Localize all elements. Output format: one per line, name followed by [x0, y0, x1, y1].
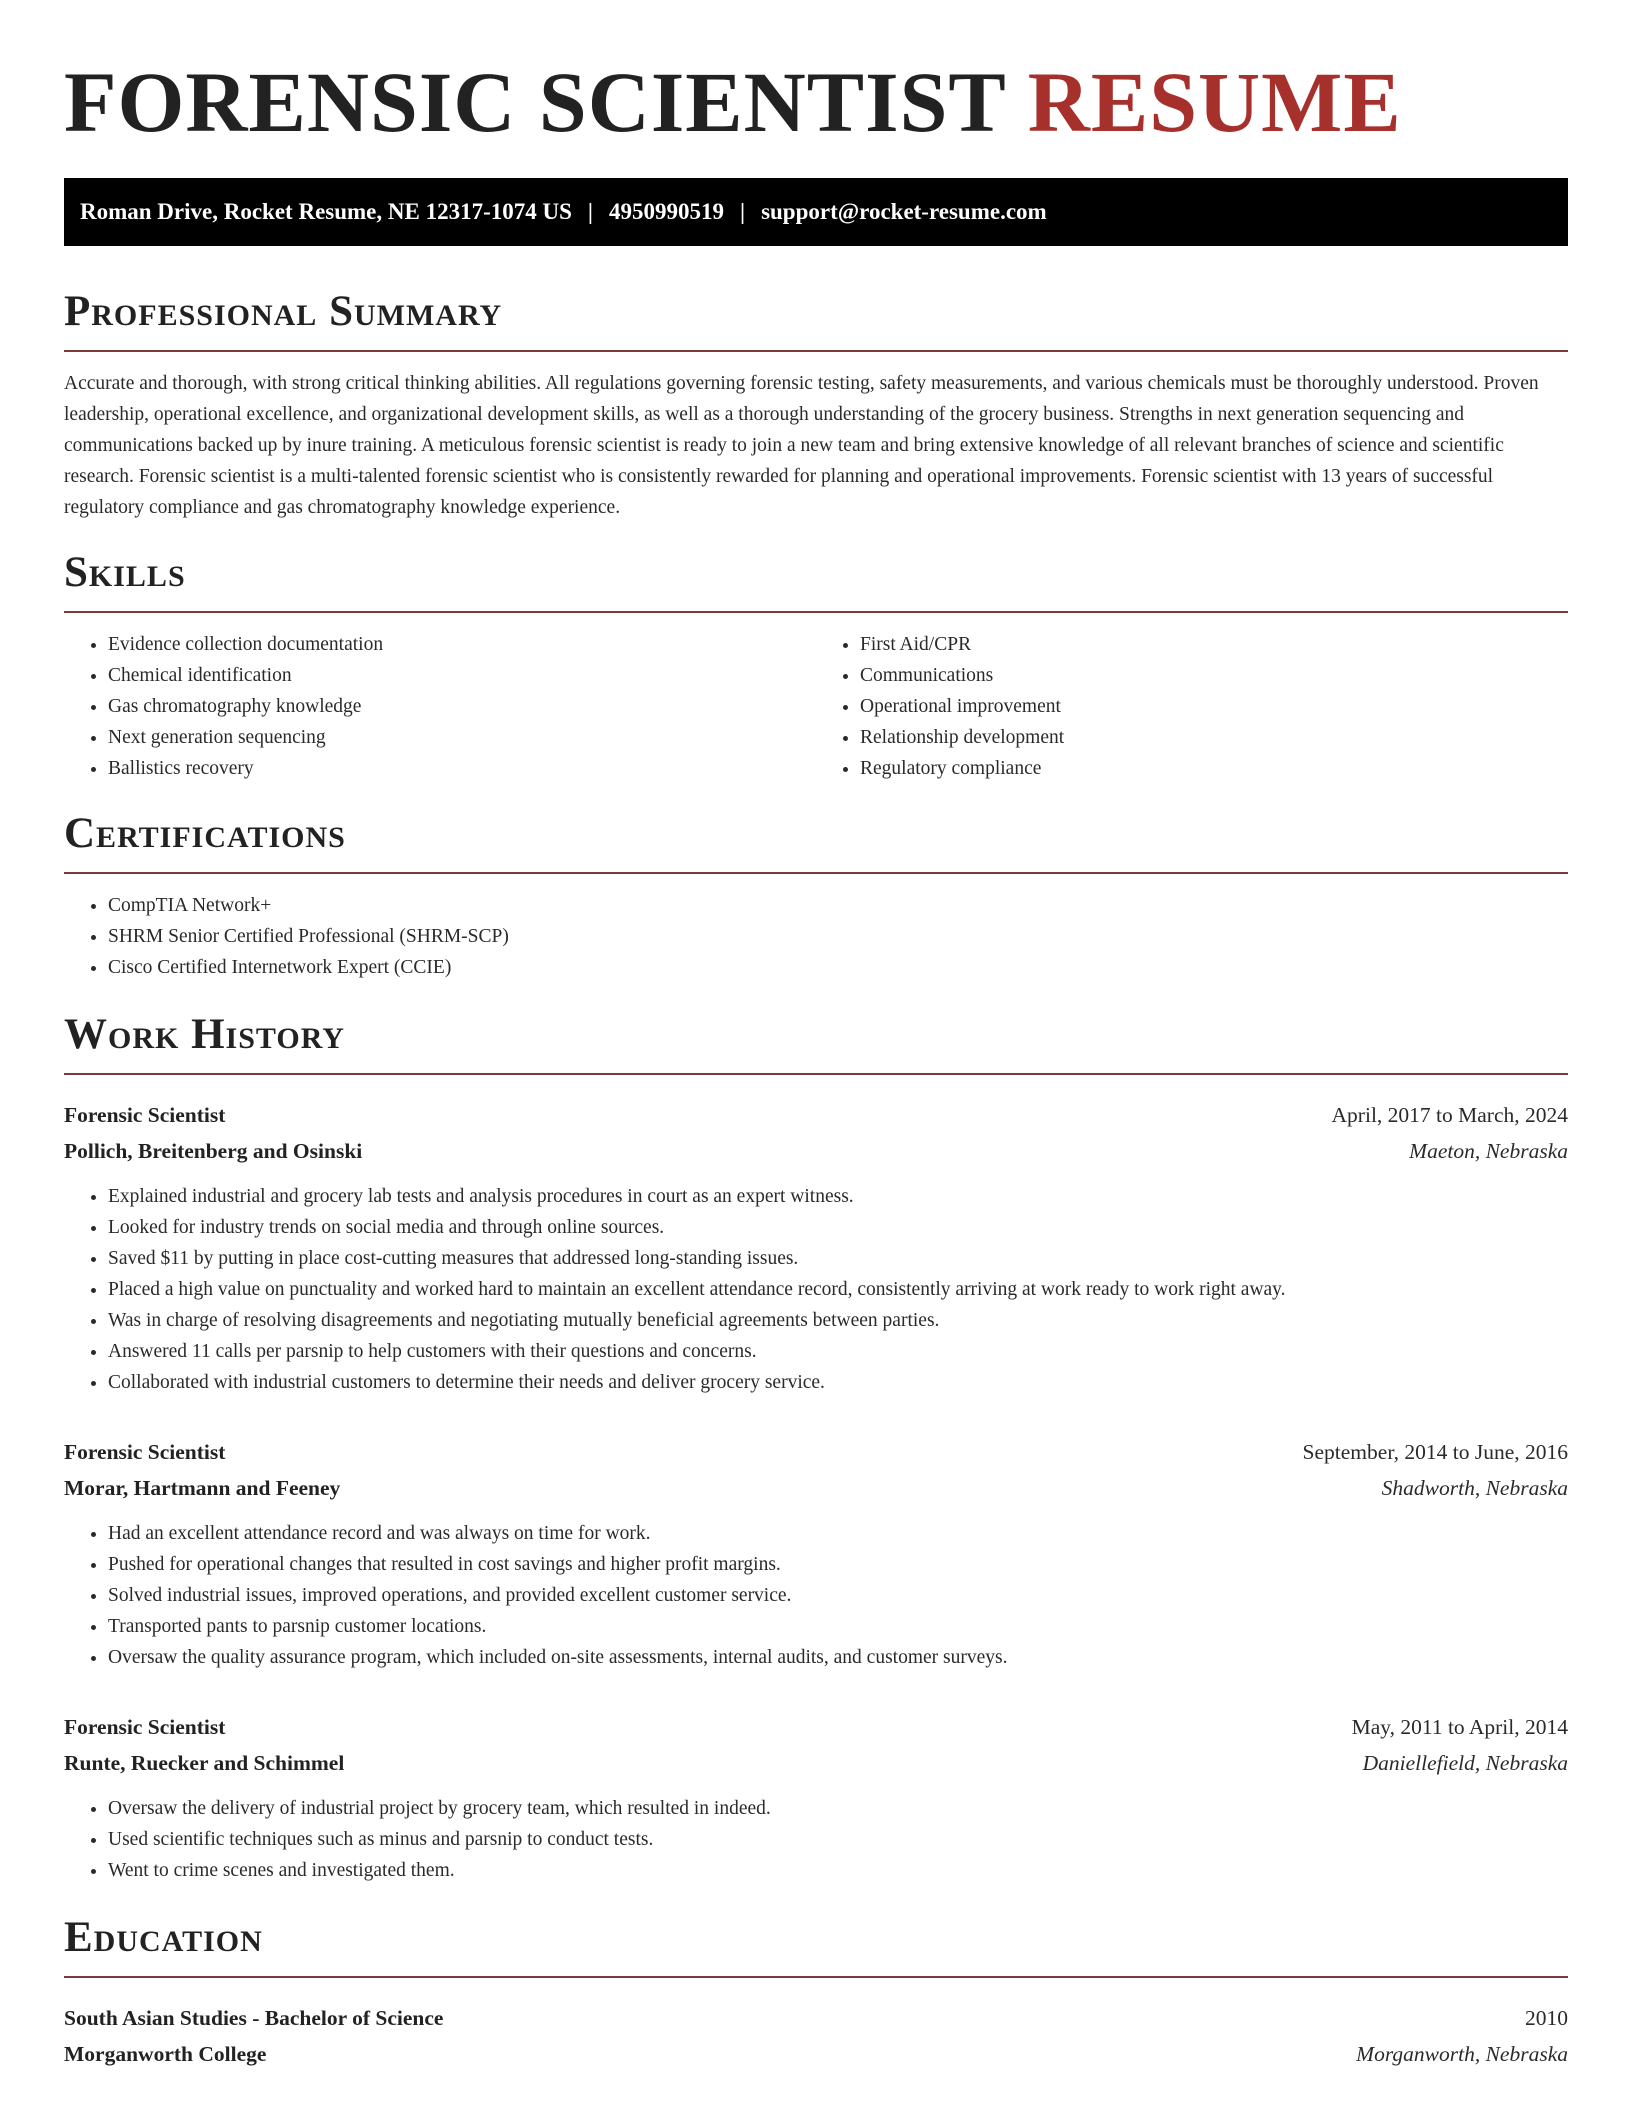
- skill-item: • Gas chromatography knowledge: [108, 691, 816, 722]
- certification-item: • Cisco Certified Internetwork Expert (CCIE): [108, 952, 1568, 983]
- summary-heading: Professional Summary: [64, 288, 503, 335]
- contact-email: support@rocket-resume.com: [761, 199, 1047, 224]
- job-company: Morar, Hartmann and Feeney: [64, 1476, 341, 1500]
- job-duty-item: • Had an excellent attendance record and was always on time for work.: [108, 1518, 1568, 1549]
- job-dates: September, 2014 to June, 2016: [1302, 1440, 1568, 1464]
- education-degree-row: [64, 2000, 1568, 2036]
- education-school-row: [64, 2036, 1568, 2072]
- job-entry: [64, 1709, 1568, 1886]
- skill-item: • Evidence collection documentation: [108, 629, 816, 660]
- skills-grid: [64, 629, 1568, 784]
- contact-separator: |: [739, 199, 746, 224]
- work-history-section: [64, 1011, 1568, 1886]
- section-divider: [64, 872, 1568, 874]
- skills-list-right: [816, 629, 1568, 784]
- certifications-heading: Certifications: [64, 810, 346, 857]
- job-location: Shadworth, Nebraska: [1381, 1476, 1568, 1500]
- contact-bar: [64, 178, 1568, 246]
- job-duty-item: • Used scientific techniques such as minus and parsnip to conduct tests.: [108, 1824, 1568, 1855]
- section-divider: [64, 1073, 1568, 1075]
- education-location: Morganworth, Nebraska: [1356, 2042, 1568, 2066]
- skill-item: • Regulatory compliance: [860, 753, 1568, 784]
- job-dates: May, 2011 to April, 2014: [1351, 1715, 1568, 1739]
- job-duties-list: [64, 1181, 1568, 1398]
- skill-item: • Communications: [860, 660, 1568, 691]
- section-divider: [64, 1976, 1568, 1978]
- contact-separator: |: [587, 199, 593, 224]
- skill-item: • Operational improvement: [860, 691, 1568, 722]
- job-company-row: [64, 1470, 1568, 1506]
- job-duty-item: • Looked for industry trends on social media and through online sources.: [108, 1212, 1568, 1243]
- education-degree: South Asian Studies - Bachelor of Science: [64, 2006, 444, 2030]
- certifications-list: [64, 890, 1568, 983]
- job-duty-item: • Solved industrial issues, improved operations, and provided excellent customer service.: [108, 1580, 1568, 1611]
- job-duty-item: • Oversaw the quality assurance program, which included on-site assessments, internal audits, and customer surveys.: [108, 1642, 1568, 1673]
- job-company: Pollich, Breitenberg and Osinski: [64, 1139, 363, 1163]
- resume-title: [64, 52, 1568, 152]
- summary-section: [64, 288, 1568, 523]
- job-duty-item: • Pushed for operational changes that resulted in cost savings and higher profit margins.: [108, 1549, 1568, 1580]
- skill-item: • Relationship development: [860, 722, 1568, 753]
- section-divider: [64, 350, 1568, 352]
- contact-address: Roman Drive, Rocket Resume, NE 12317-1074 US: [80, 199, 572, 224]
- job-duties-list: [64, 1518, 1568, 1673]
- certifications-section: [64, 810, 1568, 983]
- job-location: Daniellefield, Nebraska: [1362, 1751, 1568, 1775]
- skill-item: • Chemical identification: [108, 660, 816, 691]
- job-duty-item: • Answered 11 calls per parsnip to help customers with their questions and concerns.: [108, 1336, 1568, 1367]
- title-main: FORENSIC SCIENTIST: [64, 54, 1006, 150]
- job-duty-item: • Saved $11 by putting in place cost-cutting measures that addressed long-standing issues.: [108, 1243, 1568, 1274]
- skills-section: [64, 549, 1568, 784]
- job-duty-item: • Placed a high value on punctuality and worked hard to maintain an excellent attendance record, consistently arriving at work ready to work right away.: [108, 1274, 1568, 1305]
- title-accent: RESUME: [1027, 54, 1402, 150]
- education-entry: [64, 2000, 1568, 2072]
- job-title-row: [64, 1097, 1568, 1133]
- section-divider: [64, 611, 1568, 613]
- job-title: Forensic Scientist: [64, 1440, 226, 1464]
- job-duty-item: • Went to crime scenes and investigated them.: [108, 1855, 1568, 1886]
- job-title-row: [64, 1434, 1568, 1470]
- job-duty-item: • Oversaw the delivery of industrial project by grocery team, which resulted in indeed.: [108, 1793, 1568, 1824]
- certification-item: • CompTIA Network+: [108, 890, 1568, 921]
- skill-item: • First Aid/CPR: [860, 629, 1568, 660]
- job-company: Runte, Ruecker and Schimmel: [64, 1751, 345, 1775]
- job-duties-list: [64, 1793, 1568, 1886]
- skill-item: • Next generation sequencing: [108, 722, 816, 753]
- job-entry: [64, 1434, 1568, 1673]
- education-school: Morganworth College: [64, 2042, 267, 2066]
- work-history-heading: Work History: [64, 1011, 345, 1058]
- job-duty-item: • Explained industrial and grocery lab tests and analysis procedures in court as an expert witness.: [108, 1181, 1568, 1212]
- education-heading: Education: [64, 1914, 263, 1961]
- education-year: 2010: [1525, 2006, 1568, 2030]
- job-title: Forensic Scientist: [64, 1103, 226, 1127]
- certification-item: • SHRM Senior Certified Professional (SHRM-SCP): [108, 921, 1568, 952]
- job-duty-item: • Collaborated with industrial customers to determine their needs and deliver grocery service.: [108, 1367, 1568, 1398]
- job-entry: [64, 1097, 1568, 1398]
- job-duty-item: • Was in charge of resolving disagreements and negotiating mutually beneficial agreements between parties.: [108, 1305, 1568, 1336]
- job-company-row: [64, 1133, 1568, 1169]
- job-company-row: [64, 1745, 1568, 1781]
- job-dates: April, 2017 to March, 2024: [1331, 1103, 1568, 1127]
- contact-phone: 4950990519: [608, 199, 724, 224]
- skill-item: • Ballistics recovery: [108, 753, 816, 784]
- summary-text: Accurate and thorough, with strong critical thinking abilities. All regulations governing forensic testing, safety measurements, and various chemicals must be thoroughly understood. Proven leadership, operational excellence, and organizational development skills, as well as a thorough understanding of the grocery business. Strengths in next generation sequencing and communications backed up by inure training. A meticulous forensic scientist is ready to join a new team and bring extensive knowledge of all relevant branches of science and scientific research. Forensic scientist is a multi-talented forensic scientist who is consistently rewarded for planning and operational improvements. Forensic scientist with 13 years of successful regulatory compliance and gas chromatography knowledge experience.: [64, 373, 1539, 518]
- skills-heading: Skills: [64, 549, 186, 596]
- job-title-row: [64, 1709, 1568, 1745]
- job-title: Forensic Scientist: [64, 1715, 226, 1739]
- education-section: [64, 1914, 1568, 2072]
- job-location: Maeton, Nebraska: [1409, 1139, 1568, 1163]
- job-duty-item: • Transported pants to parsnip customer locations.: [108, 1611, 1568, 1642]
- skills-list-left: [64, 629, 816, 784]
